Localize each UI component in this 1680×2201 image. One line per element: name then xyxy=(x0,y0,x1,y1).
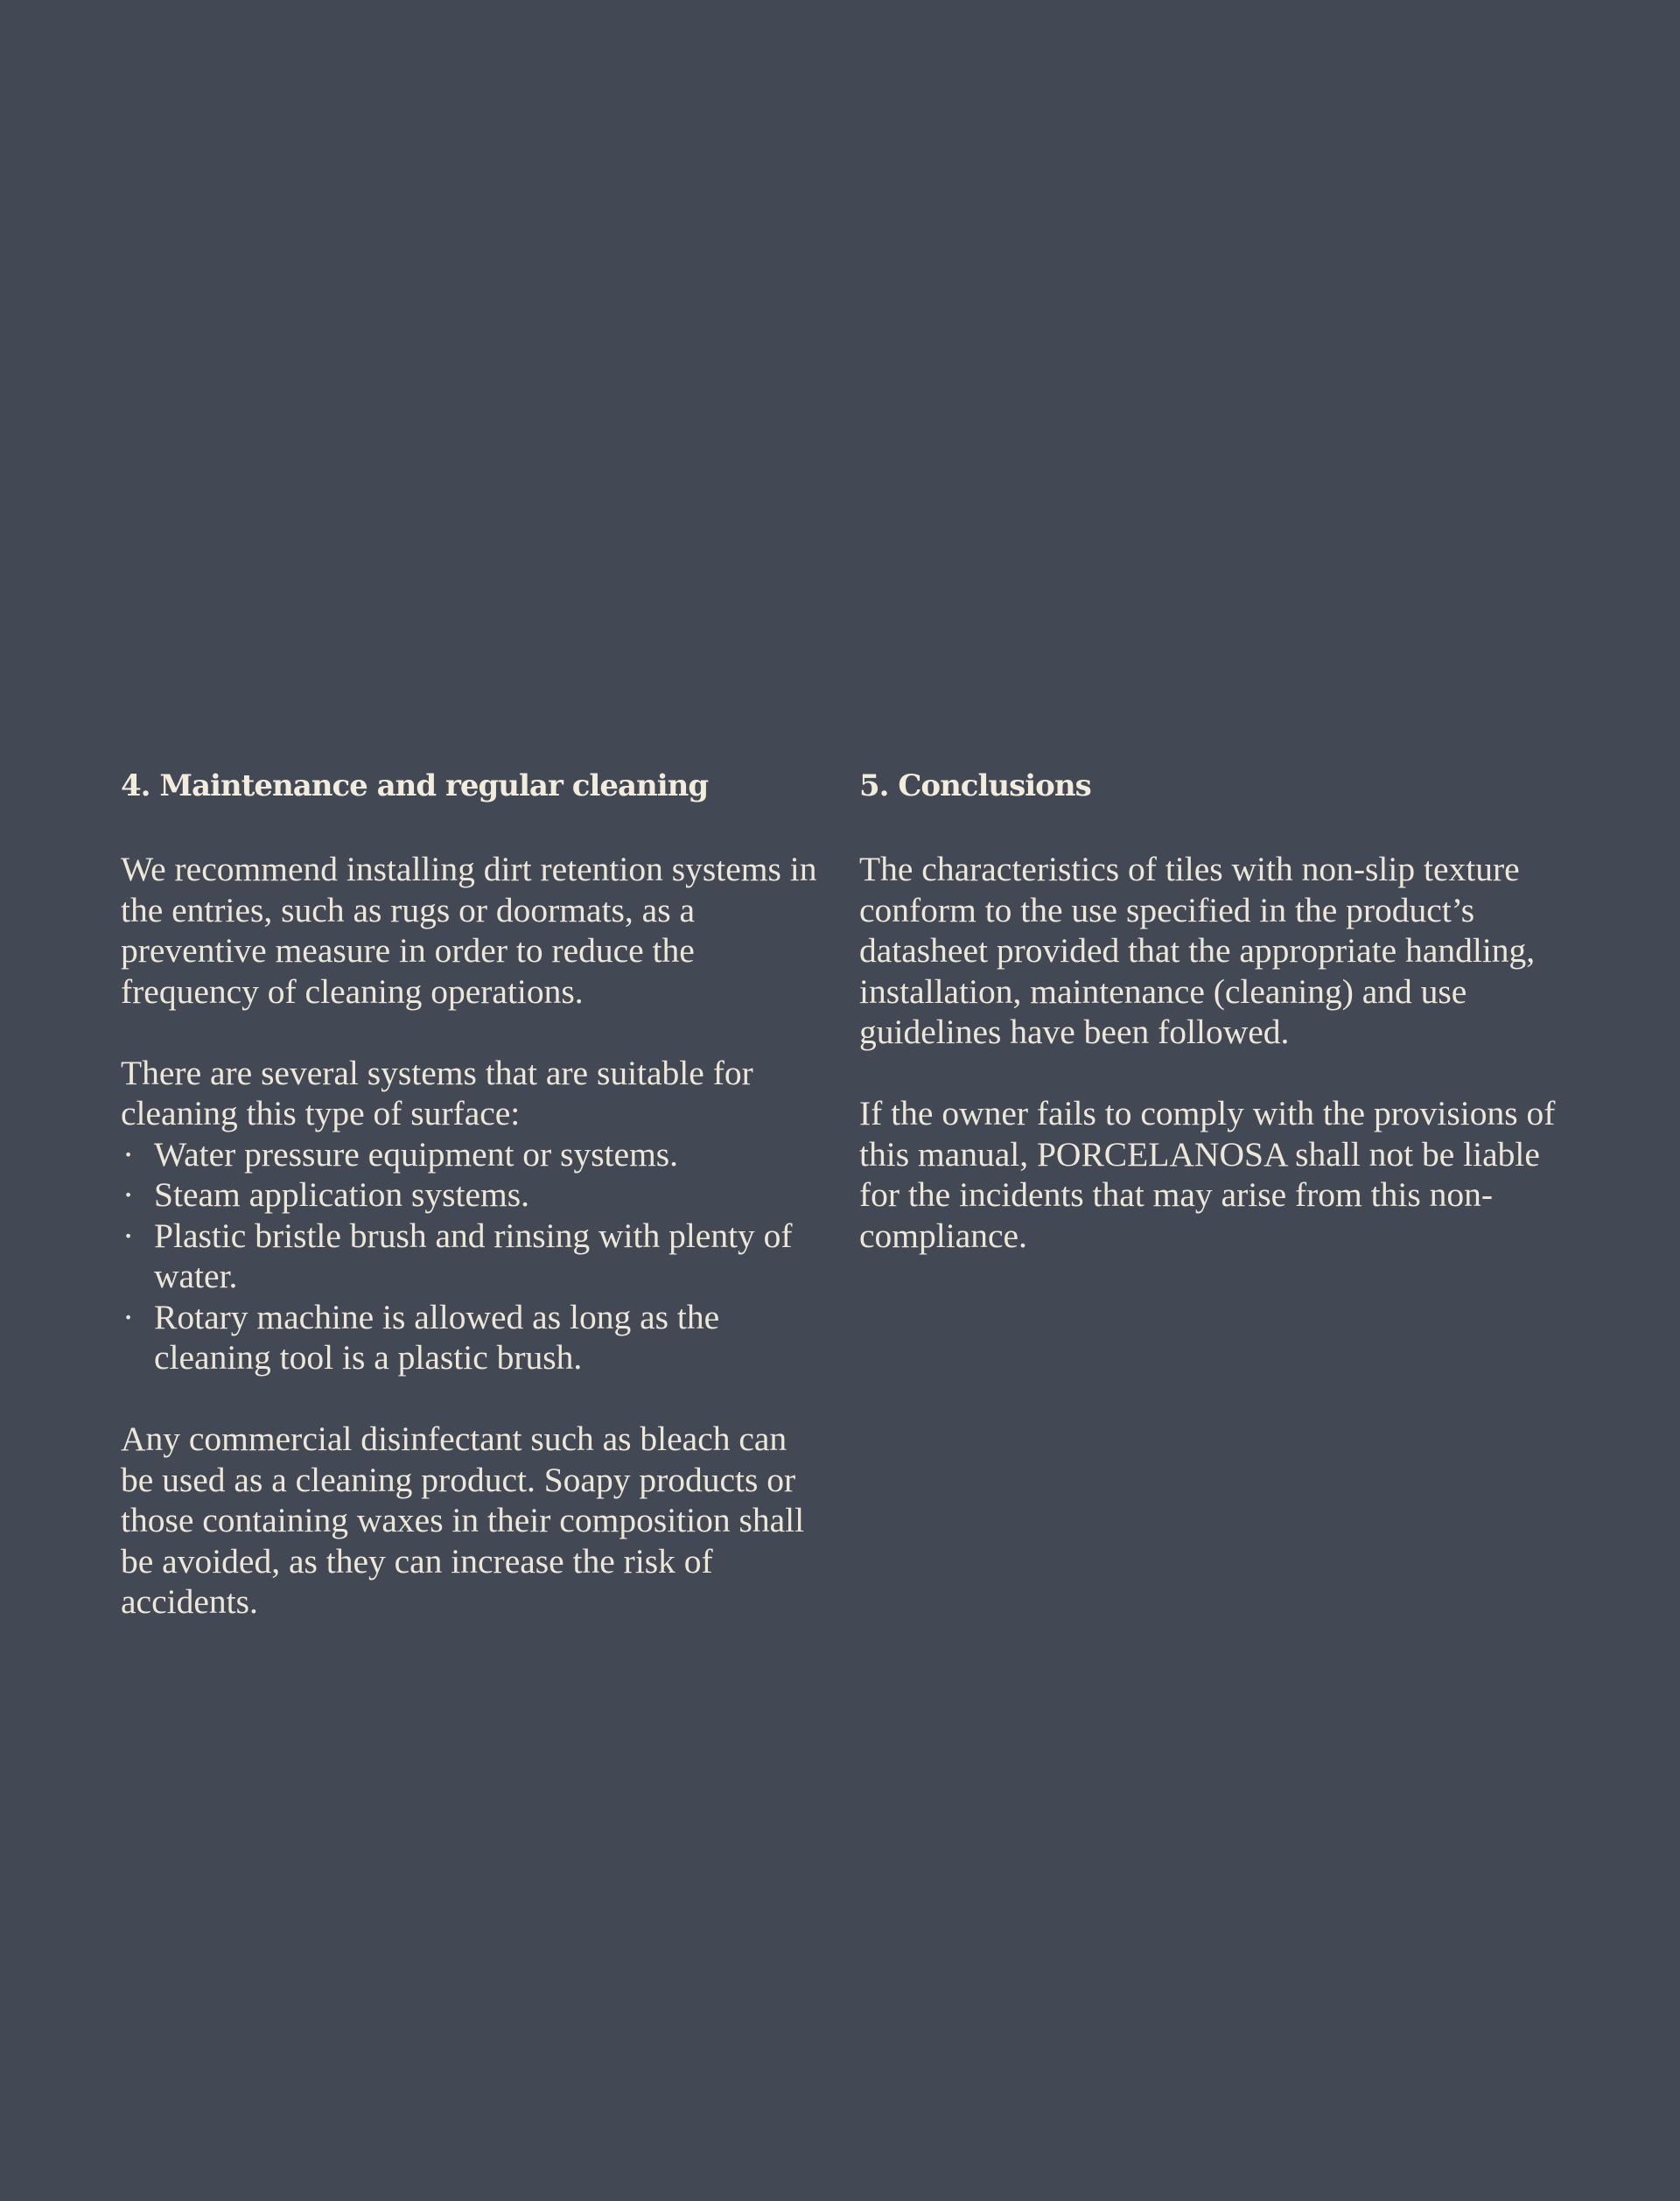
list-item-text: Water pressure equipment or systems. xyxy=(154,1134,679,1174)
list-item xyxy=(121,1174,821,1216)
bullet-icon: · xyxy=(122,1175,135,1214)
list-item xyxy=(121,1134,821,1175)
maintenance-section xyxy=(121,763,821,1623)
conclusions-paragraph-1: The characteristics of tiles with non-slip texture conform to the use specified in the product’s datasheet provided that the appropriate handling, installation, maintenance (cleaning) and use guidelines have been followed. xyxy=(859,850,1536,1051)
maintenance-heading: 4. Maintenance and regular cleaning xyxy=(121,768,709,803)
list-item xyxy=(121,1297,821,1378)
conclusions-section xyxy=(859,763,1559,1256)
bullet-icon: · xyxy=(122,1216,135,1255)
bullet-icon: · xyxy=(122,1134,135,1174)
spacer xyxy=(859,1053,1559,1094)
maintenance-paragraph-2: There are several systems that are suitable for cleaning this type of surface: xyxy=(121,1053,753,1132)
spacer xyxy=(859,809,1559,849)
list-item-text: Plastic bristle brush and rinsing with plenty of water. xyxy=(154,1216,793,1295)
maintenance-paragraph-1: We recommend installing dirt retention systems in the entries, such as rugs or doormats, as a preventive measure in order to reduce the frequency of cleaning operations. xyxy=(121,850,817,1011)
list-item-text: Rotary machine is allowed as long as the cleaning tool is a plastic brush. xyxy=(154,1297,720,1377)
spacer xyxy=(121,1378,821,1419)
spacer xyxy=(121,809,821,849)
conclusions-paragraph-2: If the owner fails to comply with the provisions of this manual, PORCELANOSA shall not be liable for the incidents that may arise from this non-compliance. xyxy=(859,1094,1556,1255)
list-item xyxy=(121,1216,821,1297)
cleaning-systems-list xyxy=(121,1134,821,1378)
bullet-icon: · xyxy=(122,1297,135,1336)
conclusions-heading: 5. Conclusions xyxy=(859,768,1091,803)
spacer xyxy=(121,1012,821,1053)
maintenance-paragraph-3: Any commercial disinfectant such as bleach can be used as a cleaning product. Soapy products or those containing waxes in their composition shall be avoided, as they can increase the risk of accidents. xyxy=(121,1419,805,1621)
list-item-text: Steam application systems. xyxy=(154,1175,529,1214)
